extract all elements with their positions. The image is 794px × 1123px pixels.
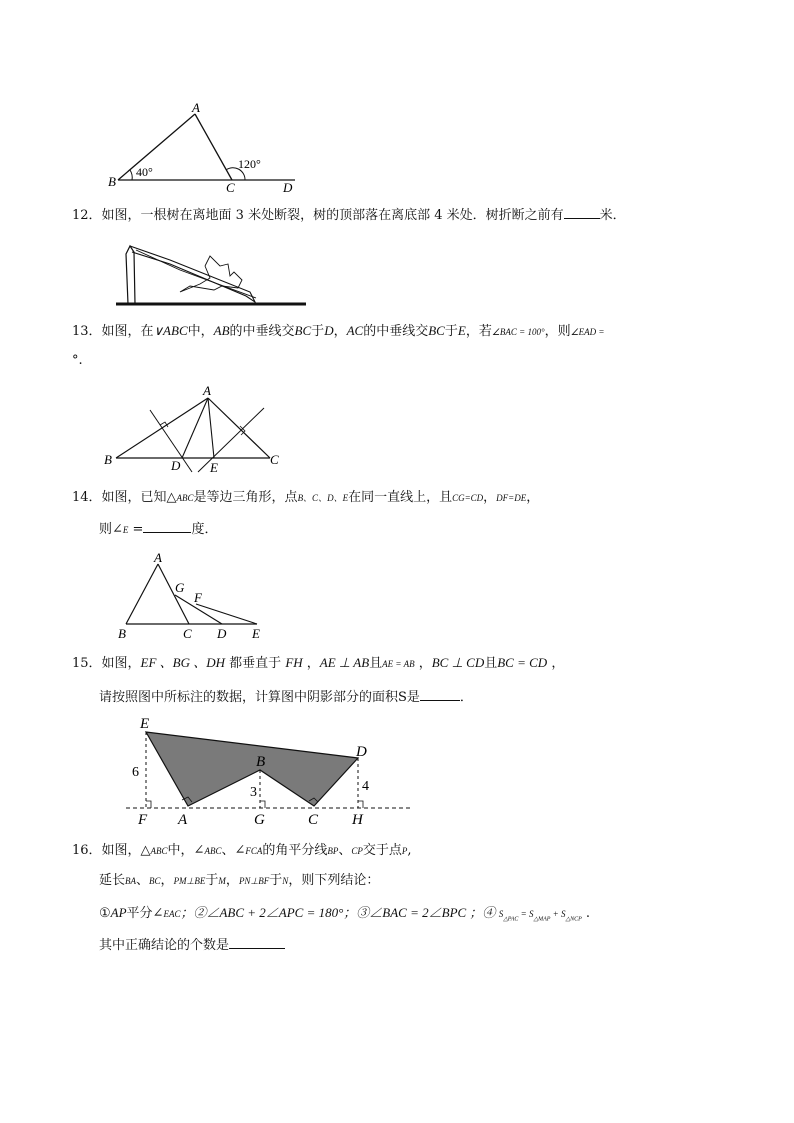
- q16-abc: ABC: [150, 846, 168, 856]
- q16-ba: BA: [125, 876, 137, 886]
- side-ba: [126, 564, 158, 624]
- q13-degree-line: °.: [72, 353, 83, 368]
- label-g: G: [175, 580, 185, 595]
- q15-text-6: 且: [484, 656, 498, 671]
- question-14-line-2: [99, 520, 217, 539]
- q13-text-2: 中，: [187, 324, 214, 339]
- q15-text-4: 且: [369, 656, 383, 671]
- label-e: E: [252, 626, 260, 641]
- q13-condition: ∠BAC = 100°: [491, 327, 545, 337]
- label-d: D: [283, 180, 293, 195]
- question-16-line-4: [99, 936, 285, 955]
- q16-area-map-sub: △MAP: [533, 916, 551, 923]
- length-dh: 4: [362, 779, 369, 794]
- q15-text-7: ，: [547, 656, 565, 671]
- label-c: C: [183, 626, 192, 641]
- q13-bc-2: BC: [428, 323, 445, 338]
- right-angle-h: [358, 801, 363, 808]
- q13-question: ∠EAD =: [570, 327, 605, 337]
- q16-area-map: = S: [518, 909, 534, 919]
- q16-text-14: ，则下列结论：: [288, 873, 380, 888]
- q16-text-13: 于: [269, 873, 283, 888]
- q16-text-10: ，: [160, 873, 174, 888]
- q13-e: E: [457, 323, 466, 338]
- q16-text-16: .: [581, 906, 591, 921]
- segment-ae: [208, 398, 214, 458]
- question-12: [72, 206, 626, 225]
- q16-n: N: [282, 876, 289, 886]
- q16-ap: AP: [110, 905, 127, 920]
- q14-condition-1: CG=CD: [452, 493, 484, 503]
- q16-text-15: 平分∠: [126, 906, 164, 921]
- q16-area-ncp-sub: △NCP: [565, 916, 582, 923]
- q16-text-1: 16．如图，△: [72, 843, 151, 858]
- tree-branches: [180, 256, 242, 292]
- right-angle-g: [260, 801, 265, 808]
- label-c: C: [226, 180, 235, 195]
- q16-text-6: 交于点: [362, 843, 402, 858]
- q16-text-5: 、: [338, 843, 352, 858]
- label-f: F: [194, 590, 202, 605]
- q16-text-2: 中，∠: [167, 843, 205, 858]
- q15-condition-4: BC = CD: [497, 655, 548, 670]
- answer-blank-16[interactable]: [229, 936, 285, 949]
- figure-14-triangle: [112, 548, 272, 642]
- q13-text-4: 于: [311, 324, 325, 339]
- q14-text-4: ，: [526, 490, 540, 505]
- label-a: A: [178, 812, 188, 828]
- q16-area-pac: S: [498, 909, 504, 919]
- q14-abc: ABC: [176, 493, 194, 503]
- q13-text-7: 于: [444, 324, 458, 339]
- figure-11-triangle: [100, 100, 310, 196]
- q13-text-3: 的中垂线交: [229, 324, 295, 339]
- fallen-trunk-line: [136, 250, 256, 298]
- q15-text-3: ，: [302, 656, 320, 671]
- label-b: B: [256, 754, 266, 770]
- q14-text-6: =: [128, 522, 144, 537]
- question-16-line-1: [72, 842, 412, 860]
- figure-12-broken-tree: [110, 236, 310, 308]
- q15-lines: EF 、BG 、DH: [140, 655, 226, 670]
- q16-angle-abc: ABC: [204, 846, 222, 856]
- q15-text-2: 都垂直于: [225, 656, 286, 671]
- q13-ac: AC: [346, 323, 364, 338]
- q13-text-8: ，若: [465, 324, 492, 339]
- q15-fh: FH: [285, 655, 303, 670]
- label-b: B: [104, 452, 112, 467]
- label-b: B: [118, 626, 126, 641]
- q14-e: E: [122, 525, 129, 535]
- q16-pm: PM⊥BE: [173, 876, 206, 886]
- q16-bp: BP: [327, 846, 339, 856]
- q16-conclusions: ；②∠ABC + 2∠APC = 180°；③∠BAC = 2∠BPC ；④: [180, 905, 499, 920]
- q13-triangle: ∨ABC: [153, 323, 188, 338]
- side-ba: [118, 114, 195, 180]
- q16-angle-fca: FCA: [245, 846, 263, 856]
- q13-bc: BC: [294, 323, 312, 338]
- q14-unit: 度．: [191, 522, 218, 537]
- question-16-line-2: [99, 872, 379, 890]
- q15-condition-3: BC ⊥ CD: [431, 655, 485, 670]
- answer-blank-14[interactable]: [143, 520, 191, 533]
- q14-text-2: 是等边三角形，点: [193, 490, 298, 505]
- q13-text-6: 的中垂线交: [363, 324, 429, 339]
- q13-ab: AB: [213, 323, 230, 338]
- figure-13-triangle: [100, 380, 290, 476]
- q16-text-9: 、: [136, 873, 150, 888]
- right-angle-f: [146, 801, 151, 808]
- label-a: A: [154, 550, 162, 565]
- question-14-line-1: [72, 489, 539, 507]
- q14-separator: ，: [483, 490, 497, 505]
- q14-condition-2: DF=DE: [496, 493, 527, 503]
- label-e: E: [210, 460, 218, 475]
- label-f: F: [138, 812, 148, 828]
- label-d: D: [356, 744, 367, 760]
- side-ac: [208, 398, 270, 458]
- label-c: C: [308, 812, 319, 828]
- q16-text-3: 、∠: [221, 843, 246, 858]
- q16-area-ncp: + S: [550, 909, 566, 919]
- q13-d: D: [324, 323, 334, 338]
- q16-pn: PN⊥BF: [238, 876, 270, 886]
- answer-blank-15[interactable]: [420, 688, 460, 701]
- q14-points: B、C、D、E: [297, 493, 349, 503]
- label-d: D: [217, 626, 227, 641]
- q13-text-9: ，则: [544, 324, 571, 339]
- label-a: A: [192, 100, 200, 115]
- answer-blank-12[interactable]: [564, 206, 600, 219]
- q15-condition-1: AE ⊥ AB: [319, 655, 370, 670]
- q14-text-3: 在同一直线上，且: [348, 490, 453, 505]
- label-a: A: [203, 383, 211, 398]
- q15-text-8: 请按照图中所标注的数据，计算图中阴影部分的面积S是: [99, 690, 420, 705]
- question-15-line-2: [99, 688, 473, 707]
- q16-text-7: ,: [407, 843, 412, 858]
- q15-text-9: ．: [459, 690, 473, 705]
- q14-text-1: 14．如图，已知△: [72, 490, 177, 505]
- question-15-line-1: [72, 654, 564, 673]
- tree-trunk: [126, 246, 135, 304]
- label-e: E: [140, 716, 150, 732]
- q16-text-8: 延长: [99, 873, 126, 888]
- perp-bisector-ac: [198, 408, 264, 472]
- q15-condition-2: AE = AB: [382, 659, 415, 669]
- question-16-line-3: [99, 904, 590, 929]
- q16-text-12: ，: [225, 873, 239, 888]
- label-d: D: [171, 458, 181, 473]
- q16-text-17: 其中正确结论的个数是: [99, 938, 230, 953]
- q16-angle-eac: EAC: [163, 909, 181, 919]
- label-b: B: [108, 174, 116, 189]
- length-ef: 6: [132, 765, 139, 780]
- q16-area-pac-sub: △PAC: [503, 916, 519, 923]
- label-h: H: [352, 812, 363, 828]
- angle-c-value: 120°: [238, 157, 261, 171]
- q13-text-1: 13．如图，在: [72, 324, 154, 339]
- q15-text-5: ，: [414, 656, 432, 671]
- label-g: G: [254, 812, 265, 828]
- q16-text-4: 的角平分线: [262, 843, 328, 858]
- angle-b-arc: [130, 170, 132, 180]
- angle-b-value: 40°: [136, 165, 153, 179]
- q16-text-11: 于: [205, 873, 219, 888]
- length-bg: 3: [250, 785, 257, 800]
- label-c: C: [270, 452, 279, 467]
- q16-bc: BC: [149, 876, 161, 886]
- figure-15-shaded-area: [120, 712, 420, 830]
- question-13: [72, 322, 605, 341]
- q16-cp: CP: [351, 846, 363, 856]
- q14-text-5: 则∠: [99, 522, 123, 537]
- q16-p: P: [401, 846, 408, 856]
- q16-conclusion-marker: ①: [99, 906, 111, 921]
- question-12-text: 12．如图，一根树在离地面 3 米处断裂，树的顶部落在离底部 4 米处．树折断之前有: [72, 208, 564, 223]
- q13-text-5: ，: [333, 324, 347, 339]
- q16-m: M: [218, 876, 226, 886]
- question-12-unit: 米．: [599, 208, 626, 223]
- q15-text-1: 15．如图，: [72, 656, 141, 671]
